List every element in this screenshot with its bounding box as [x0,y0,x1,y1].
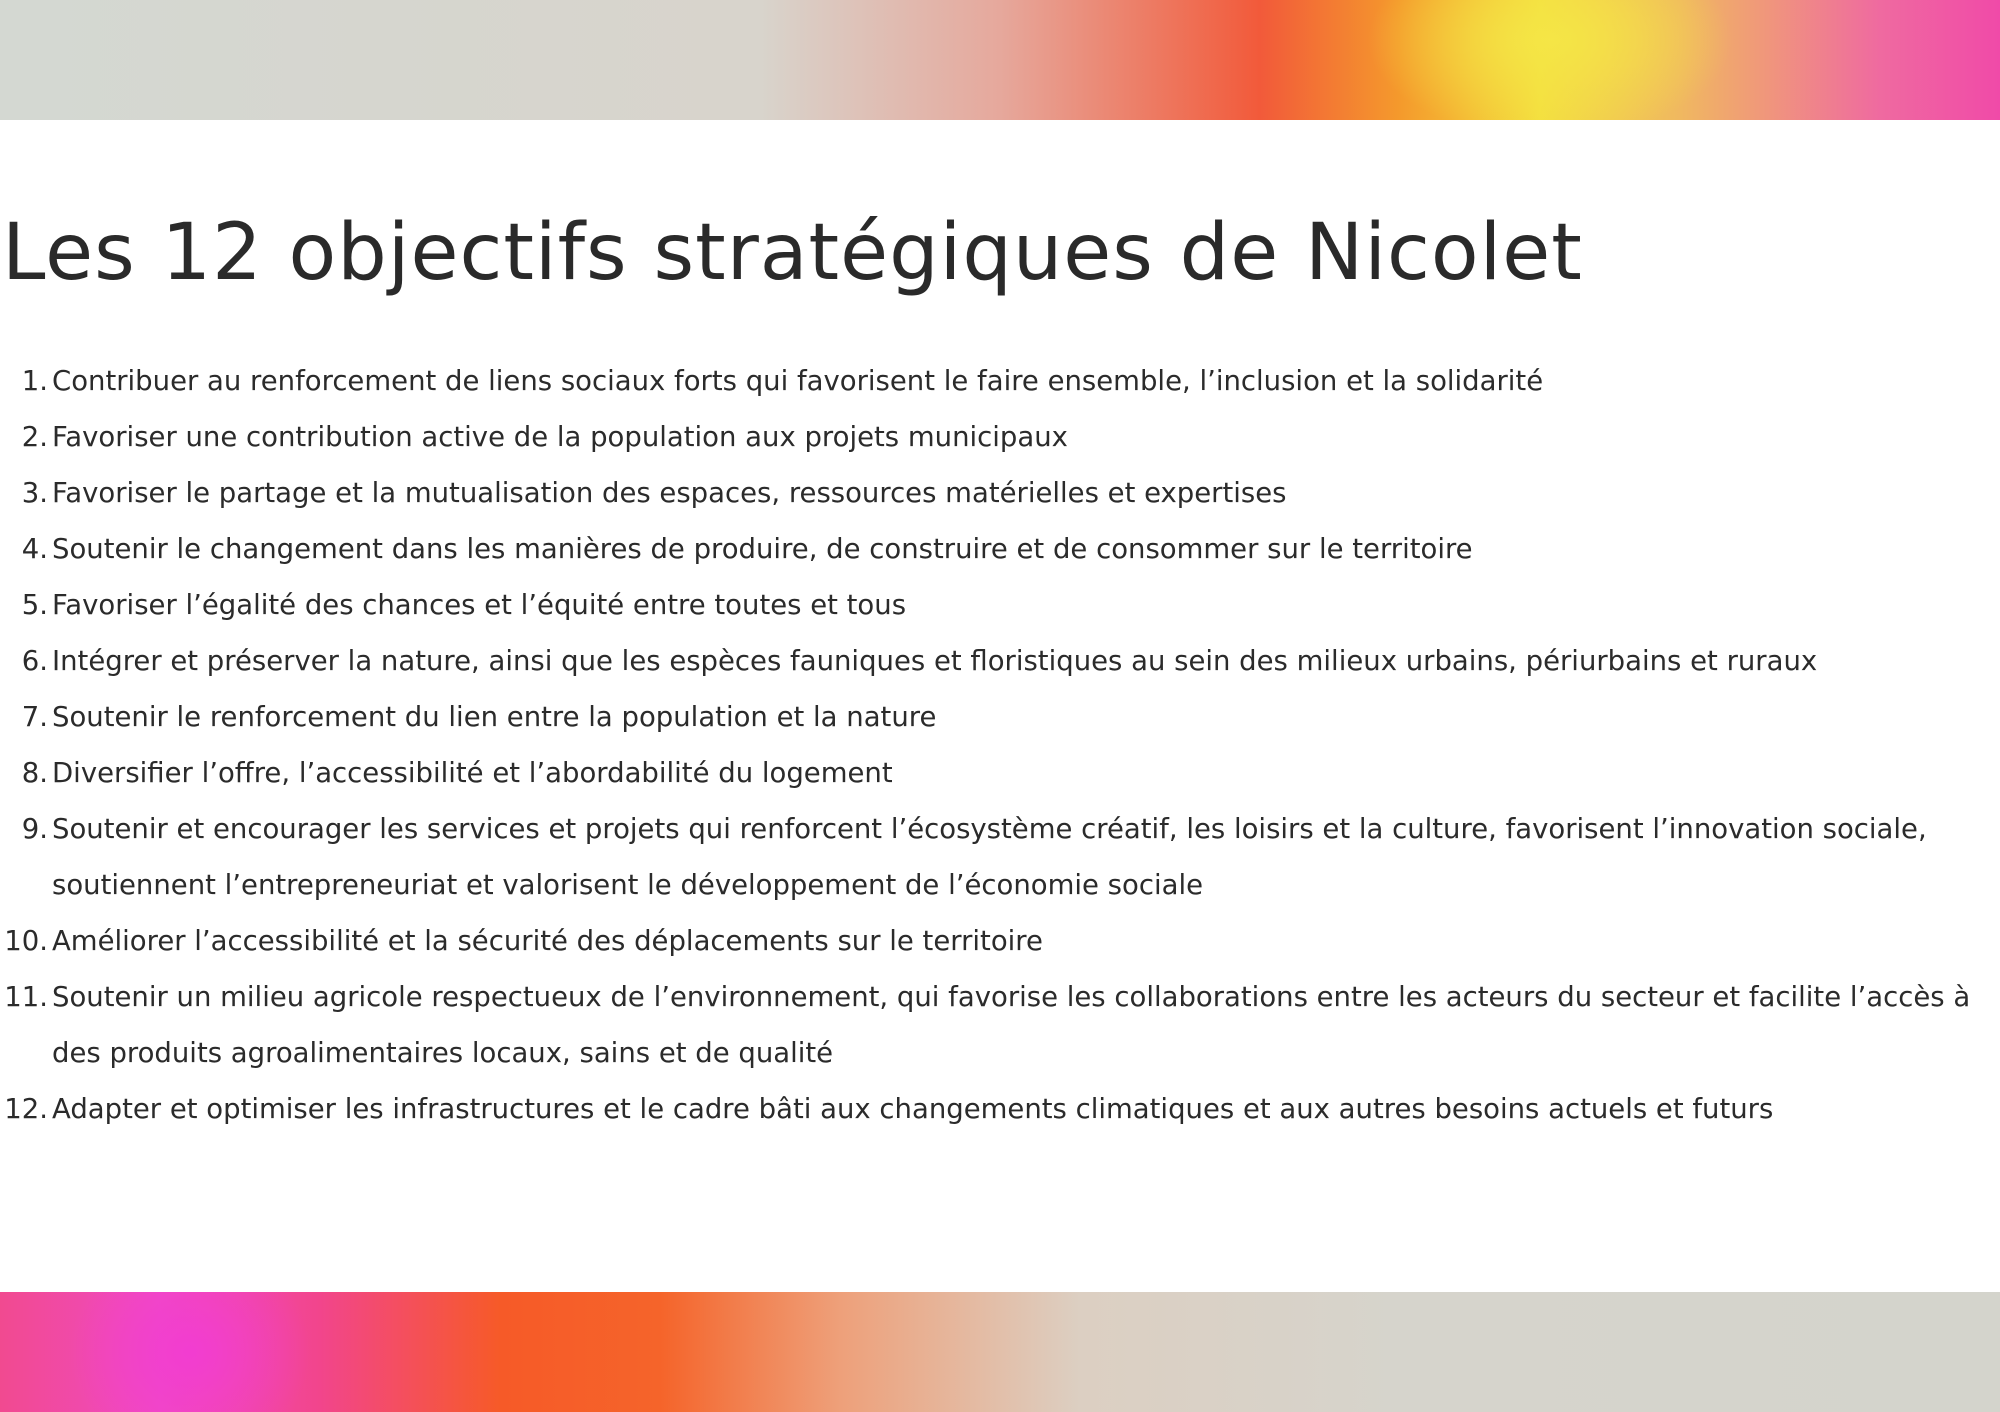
bottom-gradient-band [0,1292,2000,1412]
objective-text: Favoriser le partage et la mutualisation des espaces, ressources matérielles et expertises [52,477,1287,509]
objective-number: 5. [21,589,48,621]
objective-item-3 [0,465,1990,521]
objective-item-5 [0,577,1990,633]
objective-number: 12. [4,1093,48,1125]
objective-text: Soutenir un milieu agricole respectueux de l’environnement, qui favorise les collaborations entre les acteurs du secteur et facilite l’accès à des produits agroalimentaires locaux, sains et de qualité [52,981,1971,1069]
objective-number: 6. [21,645,48,677]
objective-item-11 [0,969,1990,1081]
objectives-list [0,353,1990,1137]
objective-item-1 [0,353,1990,409]
objective-number: 1. [21,365,48,397]
objective-item-9 [0,801,1990,913]
page-title: Les 12 objectifs stratégiques de Nicolet [2,208,1583,298]
objective-number: 8. [21,757,48,789]
objective-item-10 [0,913,1990,969]
objective-number: 2. [21,421,48,453]
objective-text: Soutenir le changement dans les manières de produire, de construire et de consommer sur le territoire [52,533,1473,565]
objective-text: Soutenir et encourager les services et projets qui renforcent l’écosystème créatif, les loisirs et la culture, favorisent l’innovation sociale, soutiennent l’entrepreneuriat et valorisent le développement de l’économie sociale [52,813,1927,901]
objective-text: Adapter et optimiser les infrastructures et le cadre bâti aux changements climatiques et aux autres besoins actuels et futurs [52,1093,1774,1125]
objective-number: 11. [4,981,48,1013]
objective-item-8 [0,745,1990,801]
objective-number: 3. [21,477,48,509]
objective-number: 10. [4,925,48,957]
objective-text: Diversifier l’offre, l’accessibilité et l’abordabilité du logement [52,757,893,789]
objective-number: 7. [21,701,48,733]
objective-item-6 [0,633,1990,689]
objective-text: Soutenir le renforcement du lien entre la population et la nature [52,701,937,733]
objective-number: 9. [21,813,48,845]
objective-text: Favoriser l’égalité des chances et l’équité entre toutes et tous [52,589,907,621]
top-gradient-band [0,0,2000,120]
objective-text: Intégrer et préserver la nature, ainsi que les espèces fauniques et floristiques au sein des milieux urbains, périurbains et ruraux [52,645,1818,677]
objective-text: Favoriser une contribution active de la population aux projets municipaux [52,421,1068,453]
objective-item-7 [0,689,1990,745]
objective-text: Améliorer l’accessibilité et la sécurité des déplacements sur le territoire [52,925,1043,957]
objective-item-2 [0,409,1990,465]
objective-item-4 [0,521,1990,577]
objective-text: Contribuer au renforcement de liens sociaux forts qui favorisent le faire ensemble, l’inclusion et la solidarité [52,365,1544,397]
objective-number: 4. [21,533,48,565]
objective-item-12 [0,1081,1990,1137]
